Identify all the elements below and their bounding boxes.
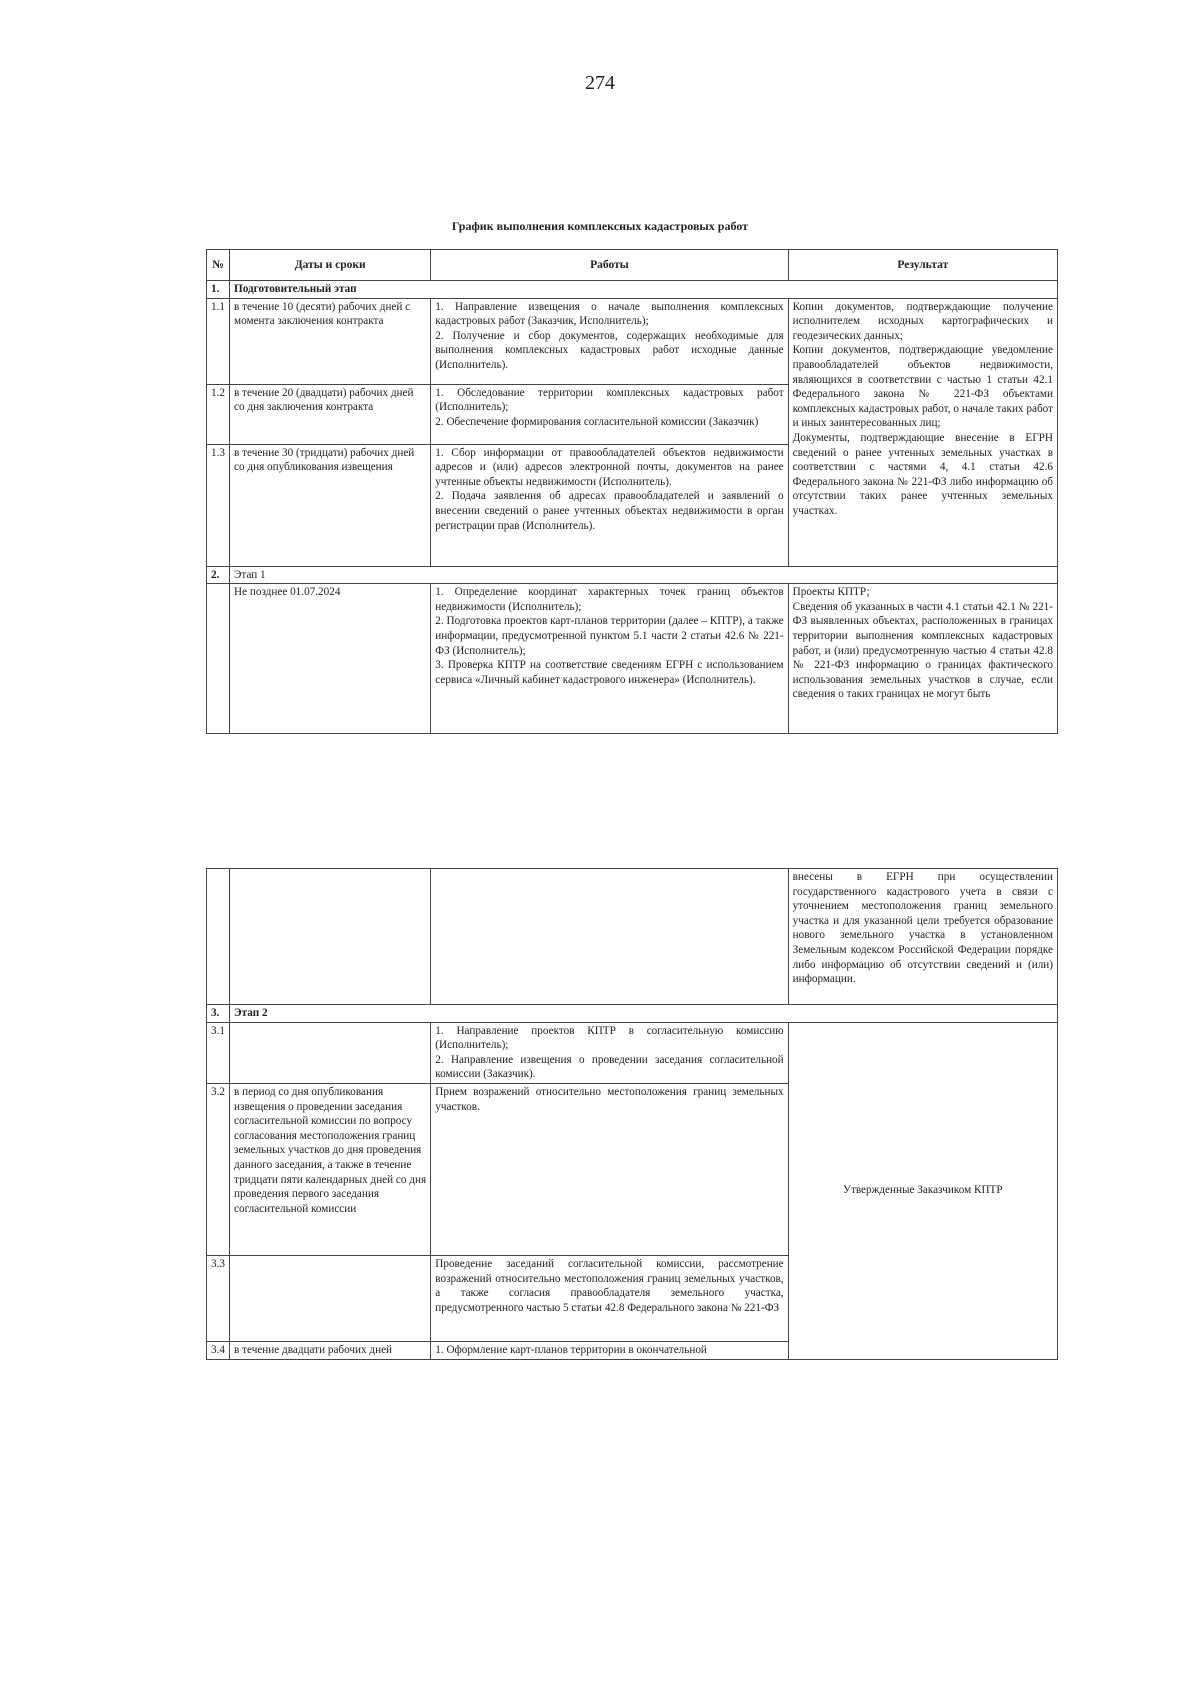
- header-number: №: [207, 250, 230, 281]
- row-date: Не позднее 01.07.2024: [230, 584, 431, 734]
- stage-row-2: [207, 566, 1058, 584]
- row-number: 1.1: [207, 298, 230, 384]
- result-item: Сведения об указанных в части 4.1 статьи 42.1 № 221-ФЗ выявленных объектах, расположенных в границах территории выполнения комплексных кадастровых работ, и (или) предусмотренную частью 4 статьи 42.8 № 221-ФЗ информацию о границах фактического использования земельных участков в случае, если сведения о таких границах не могут быть: [792, 600, 1053, 701]
- schedule-table-part-2: [206, 868, 1058, 1360]
- header-works: Работы: [431, 250, 788, 281]
- table-row: [207, 584, 1058, 734]
- row-date: [230, 1022, 431, 1083]
- table-row: [207, 298, 1058, 384]
- document-title: График выполнения комплексных кадастровых работ: [451, 219, 749, 233]
- row-date: в течение 20 (двадцати) рабочих дней со дня заключения контракта: [230, 384, 431, 444]
- work-item: 1. Определение координат характерных точек границ объектов недвижимости (Исполнитель);: [435, 586, 784, 613]
- row-works: [431, 444, 788, 566]
- row-date: в течение двадцати рабочих дней: [230, 1341, 431, 1359]
- row-date: в течение 30 (тридцати) рабочих дней со дня опубликования извещения: [230, 444, 431, 566]
- row-number: [207, 584, 230, 734]
- header-result: Результат: [788, 250, 1057, 281]
- row-works: [431, 298, 788, 384]
- work-item: 2. Направление извещения о проведении заседания согласительной комиссии (Заказчик).: [435, 1053, 784, 1081]
- stage-1-result: [788, 298, 1057, 566]
- work-item: 2. Подача заявления об адресах правообладателей и заявлений о внесении сведений о ранее учтенных объектах недвижимости в орган регистрации прав (Исполнитель).: [435, 490, 784, 532]
- row-number: 1.2: [207, 384, 230, 444]
- stage-name: Этап 1: [230, 566, 1058, 584]
- row-date: в период со дня опубликования извещения о проведении заседания согласительной комиссии по вопросу согласования местоположения границ земельных участков до дня проведения данного заседания, а также в течение тридцати пяти календарных дней со дня проведения первого заседания согласительной комиссии: [230, 1083, 431, 1255]
- work-item: 1. Обследование территории комплексных кадастровых работ (Исполнитель);: [435, 386, 784, 414]
- row-works: [431, 869, 788, 1005]
- row-works: [431, 384, 788, 444]
- row-date: [230, 869, 431, 1005]
- stage-name: Подготовительный этап: [230, 281, 1058, 299]
- row-date: в течение 10 (десяти) рабочих дней с момента заключения контракта: [230, 298, 431, 384]
- row-number: 3.3: [207, 1255, 230, 1341]
- stage-2-result-continued: внесены в ЕГРН при осуществлении государственного кадастрового учета в связи с уточнением местоположения границ земельного участка и для указанной цели требуется образование нового земельного участка в установленном Земельным кодексом Российской Федерации порядке либо информацию об отсутствии сведений и (или) информации.: [788, 869, 1057, 1005]
- work-item: 1. Направление проектов КПТР в согласительную комиссию (Исполнитель);: [435, 1024, 784, 1052]
- result-item: Копии документов, подтверждающие получение исполнителем исходных картографических и геодезических данных;: [792, 300, 1053, 342]
- table-row: [207, 869, 1058, 1005]
- row-number: 3.1: [207, 1022, 230, 1083]
- stage-name: Этап 2: [230, 1005, 1058, 1023]
- header-dates: Даты и сроки: [230, 250, 431, 281]
- stage-number: 3.: [207, 1005, 230, 1023]
- result-item: Проекты КПТР;: [792, 586, 870, 599]
- result-item: Копии документов, подтверждающие уведомление правообладателей объектов недвижимости, являющихся в соответствии с частью 1 статьи 42.1 Федерального закона № 221-ФЗ объектами комплексных кадастровых работ, о начале таких работ и иных заинтересованных лиц;: [792, 344, 1053, 430]
- stage-3-result: Утвержденные Заказчиком КПТР: [788, 1022, 1057, 1359]
- row-number: [207, 869, 230, 1005]
- row-date: [230, 1255, 431, 1341]
- stage-row-1: [207, 281, 1058, 299]
- result-item: Документы, подтверждающие внесение в ЕГРН сведений о ранее учтенных земельных участках в соответствии с частями 4, 4.1 статьи 42.6 Федерального закона № 221-ФЗ либо информацию об отсутствии таких ранее учтенных земельных участках.: [792, 431, 1053, 517]
- work-item: 3. Проверка КПТР на соответствие сведениям ЕГРН с использованием сервиса «Личный кабинет кадастрового инженера» (Исполнитель).: [435, 659, 784, 686]
- stage-number: 2.: [207, 566, 230, 584]
- row-works: [431, 1022, 788, 1083]
- work-item: 2. Получение и сбор документов, содержащих необходимые для выполнения комплексных кадастровых работ исходные данные (Исполнитель).: [435, 329, 784, 371]
- row-works: Проведение заседаний согласительной комиссии, рассмотрение возражений относительно местоположения границ земельных участков, а также согласия правообладателя земельного участка, предусмотренного частью 5 статьи 42.8 Федерального закона № 221-ФЗ: [431, 1255, 788, 1341]
- work-item: 2. Обеспечение формирования согласительной комиссии (Заказчик): [435, 415, 759, 428]
- row-works: 1. Оформление карт-планов территории в окончательной: [431, 1341, 788, 1359]
- row-works: Прием возражений относительно местоположения границ земельных участков.: [431, 1083, 788, 1255]
- row-number: 3.2: [207, 1083, 230, 1255]
- work-item: 2. Подготовка проектов карт-планов территории (далее – КПТР), а также информации, предусмотренной пунктом 5.1 части 2 статьи 42.6 № 221-ФЗ (Исполнитель);: [435, 615, 784, 657]
- work-item: 1. Направление извещения о начале выполнения комплексных кадастровых работ (Заказчик, Исполнитель);: [435, 300, 784, 328]
- page-number: 274: [585, 72, 615, 94]
- schedule-table-part-1: [206, 249, 1058, 734]
- stage-row-3: [207, 1005, 1058, 1023]
- table-row: [207, 1022, 1058, 1083]
- stage-2-result: [788, 584, 1057, 734]
- row-number: 3.4: [207, 1341, 230, 1359]
- table-header-row: [207, 250, 1058, 281]
- row-works: [431, 584, 788, 734]
- work-item: 1. Сбор информации от правообладателей объектов недвижимости адресов и (или) адресов электронной почты, документов на ранее учтенные объекты недвижимости (Исполнитель).: [435, 446, 784, 488]
- stage-number: 1.: [207, 281, 230, 299]
- row-number: 1.3: [207, 444, 230, 566]
